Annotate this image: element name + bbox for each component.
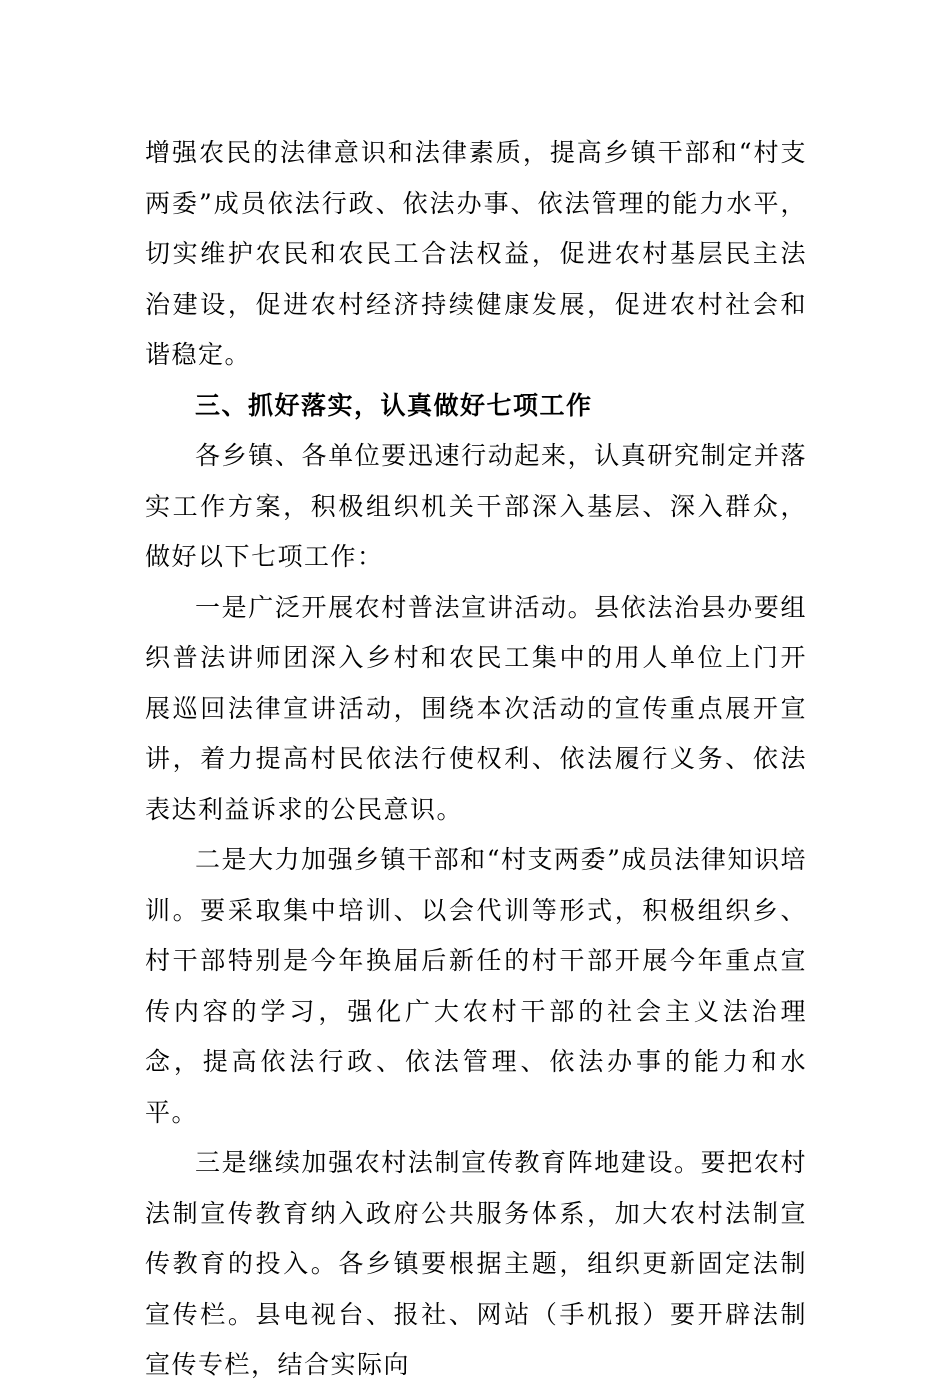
paragraph-task-two: 二是大力加强乡镇干部和“村支两委”成员法律知识培训。要采取集中培训、以会代训等形式，积极组织乡、村干部特别是今年换届后新任的村干部开展今年重点宣传内容的学习，强化广大农村干部的社会主义法治理念，提高依法行政、依法管理、依法办事的能力和水平。 — [145, 845, 807, 1127]
section-heading-three: 三、抓好落实，认真做好七项工作 — [195, 390, 593, 420]
paragraph-seven-tasks-intro: 各乡镇、各单位要迅速行动起来，认真研究制定并落实工作方案，积极组织机关干部深入基层、深入群众，做好以下七项工作： — [145, 441, 807, 571]
paragraph-intro-continued: 增强农民的法律意识和法律素质，提高乡镇干部和“村支两委”成员依法行政、依法办事、依法管理的能力水平，切实维护农民和农民工合法权益，促进农村基层民主法治建设，促进农村经济持续健康发展，促进农村社会和谐稳定。 — [145, 138, 807, 369]
document-page — [145, 128, 807, 1391]
paragraph-task-three: 三是继续加强农村法制宣传教育阵地建设。要把农村法制宣传教育纳入政府公共服务体系，加大农村法制宣传教育的投入。各乡镇要根据主题，组织更新固定法制宣传栏。县电视台、报社、网站（手机报）要开辟法制宣传专栏，结合实际向 — [145, 1148, 807, 1379]
paragraph-task-one: 一是广泛开展农村普法宣讲活动。县依法治县办要组织普法讲师团深入乡村和农民工集中的用人单位上门开展巡回法律宣讲活动，围绕本次活动的宣传重点展开宣讲，着力提高村民依法行使权利、依法履行义务、依法表达利益诉求的公民意识。 — [145, 592, 807, 824]
